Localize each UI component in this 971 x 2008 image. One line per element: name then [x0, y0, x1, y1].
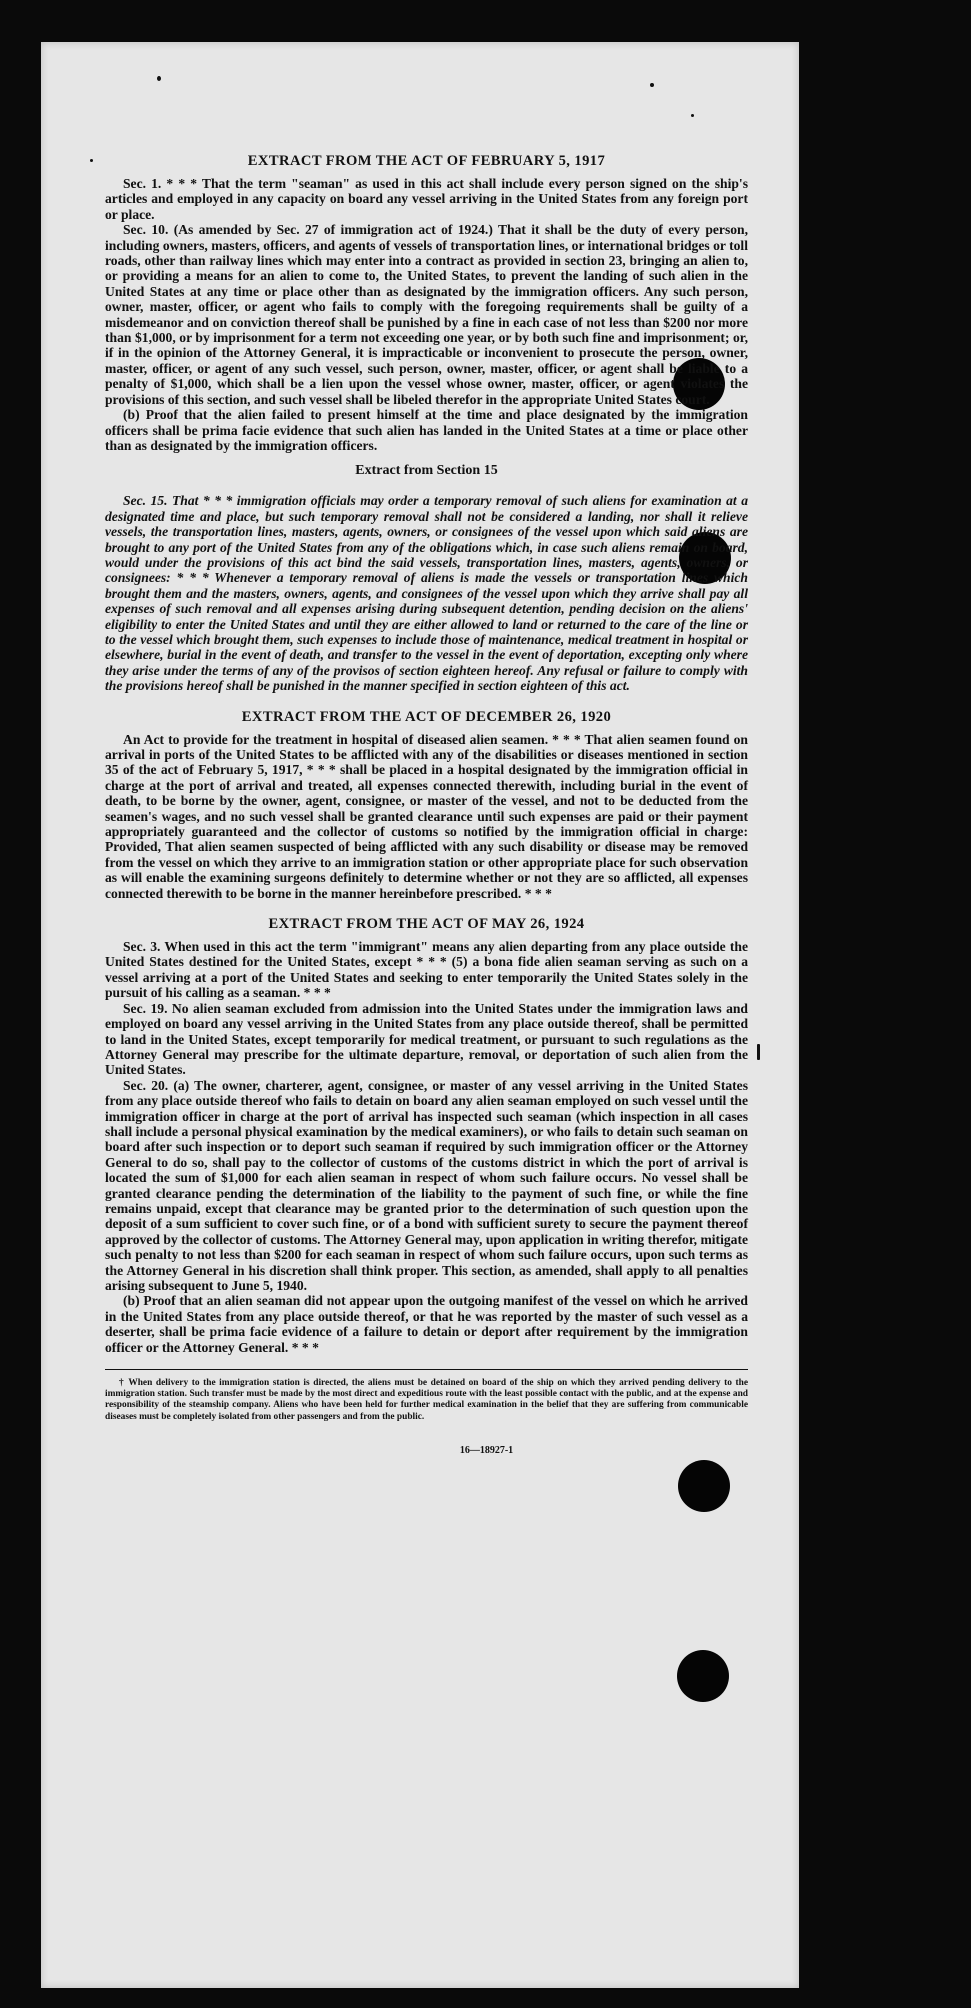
heading-act-1920: EXTRACT FROM THE ACT OF DECEMBER 26, 1920	[241, 708, 612, 725]
document-body	[105, 152, 748, 1456]
speck-mark	[757, 1044, 760, 1060]
punch-hole	[678, 1460, 730, 1512]
footnote-divider	[105, 1369, 748, 1370]
paragraph-sec-20-a: Sec. 20. (a) The owner, charterer, agent, consignee, or master of any vessel arriving in the United States from any place outside thereof who fails to detain on board any alien seaman employed on such vessel until the immigration officer in charge at the port of arrival has inspected such seaman (which inspection in all cases shall include a personal physical examination by the medical examiners), or who fails to detain such seaman on board after such inspection or to deport such seaman if required by such immigration officer or the Attorney General to do so, shall pay to the collector of customs of the customs district in which the port of arrival is located the sum of $1,000 for each alien seaman in respect of whom such failure occurs. No vessel shall be granted clearance pending the determination of the liability to the payment of such fine, or while the fine remains unpaid, except that clearance may be granted prior to the determination of such question upon the deposit of a sum sufficient to cover such fine, or of a bond with sufficient surety to secure the payment thereof approved by the collector of customs. The Attorney General may, upon application in writing therefor, mitigate such penalty to not less than $200 for each seaman in respect of whom such failure occurs, upon such terms as the Attorney General in his discretion shall think proper. This section, as amended, shall apply to all penalties arising subsequent to June 5, 1940.	[105, 1077, 748, 1293]
heading-section-15: Extract from Section 15	[355, 463, 498, 479]
paragraph-sec-19: Sec. 19. No alien seaman excluded from admission into the United States under the immigration laws and employed on board any vessel arriving in the United States from any place outside thereof, shall be permitted to land in the United States, except temporarily for medical treatment, or pursuant to such regulations as the Attorney General may prescribe for the ultimate departure, removal, or deportation of such alien from the United States.	[105, 1000, 748, 1078]
paragraph-sec-10: Sec. 10. (As amended by Sec. 27 of immigration act of 1924.) That it shall be the duty of every person, including owners, masters, officers, and agents of vessels of transportation lines, or international bridges or toll roads, other than railway lines which may enter into a contract as provided in section 23, bringing an alien to, or providing a means for an alien to come to, the United States, to prevent the landing of such alien in the United States at any time or place other than as designated by the immigration officers. Any such person, owner, master, officer, or agent who fails to comply with the foregoing requirements shall be guilty of a misdemeanor and on conviction thereof shall be punished by a fine in each case of not less than $200 nor more than $1,000, or by imprisonment for a term not exceeding one year, or by both such fine and imprisonment; or, if in the opinion of the Attorney General, it is impracticable or inconvenient to prosecute the person, owner, master, officer, or agent of any such vessel, such person, owner, master, officer, or agent shall be liable to a penalty of $1,000, which shall be a lien upon the vessel whose owner, master, officer, or agent violates the provisions of this section, and such vessel shall be libeled therefor in the appropriate United States court.	[105, 222, 748, 407]
paragraph-act-1920: An Act to provide for the treatment in hospital of diseased alien seamen. * * * That alien seamen found on arrival in ports of the United States to be afflicted with any of the disabilities or diseases mentioned in section 35 of the act of February 5, 1917, * * * shall be placed in a hospital designated by the immigration official in charge at the port of arrival and treated, all expenses connected therewith, including burial in the event of death, to be borne by the owner, agent, consignee, or master of the vessel, and not to be deducted from the seamen's wages, and no such vessel shall be granted clearance until such expenses are paid or their payment appropriately guaranteed and the collector of customs so notified by the immigration official in charge: Provided, That alien seamen suspected of being afflicted with any such disability or disease may be removed from the vessel on which they arrive to an immigration station or other appropriate place for such observation as will enable the examining surgeons definitely to determine whether or not they are so afflicted, all expenses connected therewith to be borne in the manner hereinbefore prescribed. * * *	[105, 731, 748, 901]
speck-mark	[90, 159, 93, 162]
paragraph-sec-3: Sec. 3. When used in this act the term "immigrant" means any alien departing from any place outside the United States destined for the United States, except * * * (5) a bona fide alien seaman serving as such on a vessel arriving at a port of the United States and seeking to enter temporarily the United States solely in the pursuit of his calling as a seaman. * * *	[105, 939, 748, 1001]
paragraph-sec-1: Sec. 1. * * * That the term "seaman" as used in this act shall include every person signed on the ship's articles and employed in any capacity on board any vessel arriving in the United States from any foreign port or place.	[105, 176, 748, 222]
heading-act-1917: EXTRACT FROM THE ACT OF FEBRUARY 5, 1917	[247, 153, 606, 169]
form-code: 16—18927-1	[459, 1444, 514, 1456]
paragraph-sec-10-b: (b) Proof that the alien failed to present himself at the time and place designated by the immigration officers shall be prima facie evidence that such alien has landed in the United States at a time or place other than as designated by the immigration officers.	[105, 407, 748, 453]
footnote: † When delivery to the immigration station is directed, the aliens must be detained on board of the ship on which they arrived pending delivery to the immigration station. Such transfer must be made by the most direct and expeditious route with the least possible contact with the public, and at the expense and responsibility of the steamship company. Aliens who have been held for further medical examination in the belief that they are suffering from communicable diseases must be completely isolated from other passengers and from the public.	[105, 1378, 748, 1422]
speck-mark	[650, 83, 654, 87]
heading-act-1924: EXTRACT FROM THE ACT OF MAY 26, 1924	[268, 916, 585, 933]
paragraph-sec-15: Sec. 15. That * * * immigration officials may order a temporary removal of such aliens for examination at a designated time and place, but such temporary removal shall not be considered a landing, nor shall it relieve vessels, the transportation lines, masters, agents, owners, or consignees of the vessel upon which said aliens are brought to any port of the United States from any of the obligations which, in case such aliens remain on board, would under the provisions of this act bind the said vessels, transportation lines, masters, agents, owners, or consignees: * * * Whenever a temporary removal of aliens is made the vessels or transportation lines which brought them and the masters, owners, agents, and consignees of the vessel upon which they arrive shall pay all expenses of such removal and all expenses arising during subsequent detention, pending decision on the aliens' eligibility to enter the United States and until they are either allowed to land or returned to the care of the line or to the vessel which brought them, such expenses to include those of maintenance, medical treatment in hospital or elsewhere, burial in the event of death, and transfer to the vessel in the event of deportation, excepting only where they arise under the terms of any of the provisos of section eighteen hereof. Any refusal or failure to comply with the provisions hereof shall be punished in the manner specified in section eighteen of this act.	[105, 493, 748, 694]
paragraph-sec-20-b: (b) Proof that an alien seaman did not appear upon the outgoing manifest of the vessel on which he arrived in the United States from any place outside thereof, or that he was reported by the master of such vessel as a deserter, shall be prima facie evidence of a failure to detain or deport after requirement by the immigration officer or the Attorney General. * * *	[105, 1293, 748, 1355]
punch-hole	[677, 1650, 729, 1702]
speck-mark	[157, 76, 161, 81]
speck-mark	[691, 114, 694, 117]
